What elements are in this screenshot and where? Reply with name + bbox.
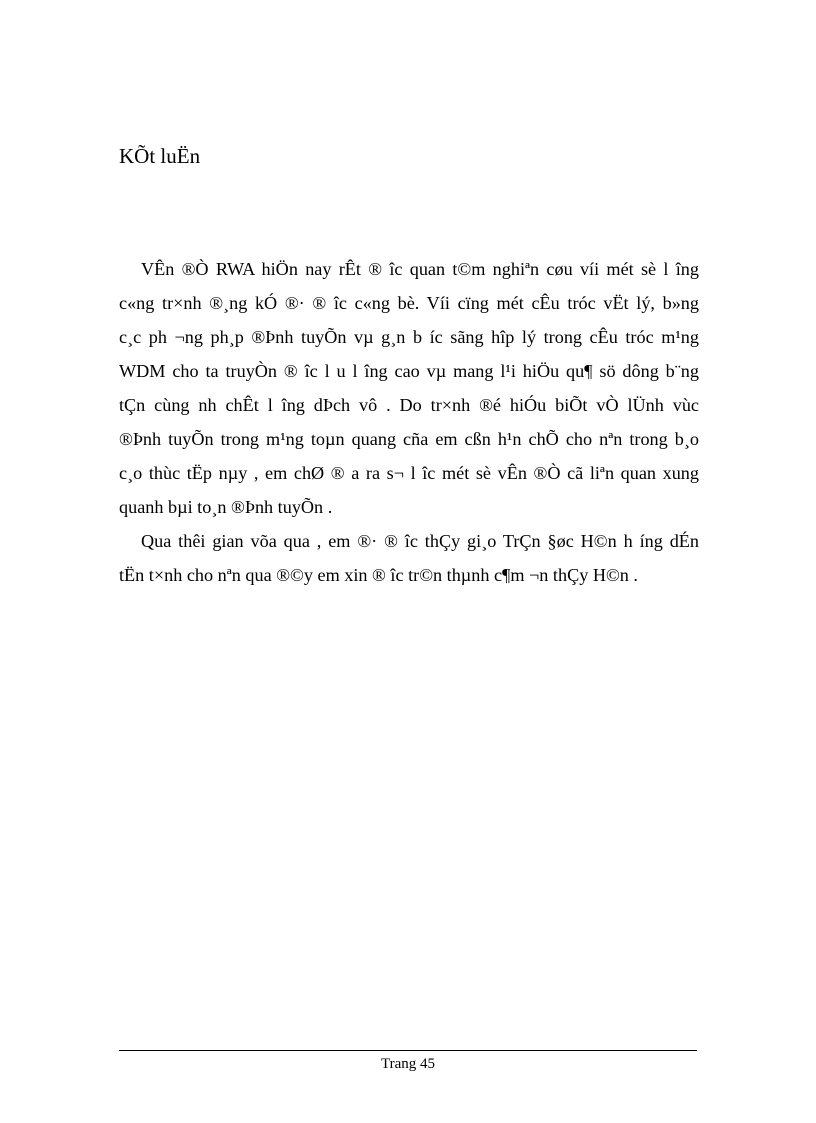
paragraph-1-line-5: tÇn cùng nh chÊt l îng dÞch vô . Do tr×nh ®é hiÓu biÕt vÒ lÜnh vùc [119,395,699,415]
paragraph-1-line-1: VÊn ®Ò RWA hiÖn nay rÊt ® îc quan t©m nghiªn cøu víi mét sè l îng [141,259,699,279]
paragraph-1-line-8: quanh bµi to¸n ®Þnh tuyÕn . [119,497,333,517]
paragraph-1-line-4: WDM cho ta truyÒn ® îc l u l îng cao vµ mang l¹i hiÖu qu¶ sö dông b¨ng [119,361,699,381]
page-number: Trang 45 [380,1056,436,1072]
paragraph-2-line-1: Qua thêi gian võa qua , em ®· ® îc thÇy gi¸o TrÇn §øc H©n h íng dÉn [141,531,699,551]
footer-divider [119,1050,697,1051]
paragraph-1-line-2: c«ng tr×nh ®¸ng kÓ ®· ® îc c«ng bè. Víi cïng mét cÊu tróc vËt lý, b»ng [119,293,699,313]
paragraph-1-line-3: c¸c ph ¬ng ph¸p ®Þnh tuyÕn vµ g¸n b íc sãng hîp lý trong cÊu tróc m¹ng [119,327,699,347]
paragraph-1-line-6: ®Þnh tuyÕn trong m¹ng toµn quang cña em cßn h¹n chÕ cho nªn trong b¸o [119,429,699,449]
body-text [119,252,699,592]
paragraph-2-line-2: tËn t×nh cho nªn qua ®©y em xin ® îc tr©n thµnh c¶m ¬n thÇy H©n . [119,565,638,585]
paragraph-1-line-7: c¸o thùc tËp nµy , em chØ ® a ra s¬ l îc mét sè vÊn ®Ò cã liªn quan xung [119,463,699,483]
section-heading: KÕt luËn [119,144,201,168]
